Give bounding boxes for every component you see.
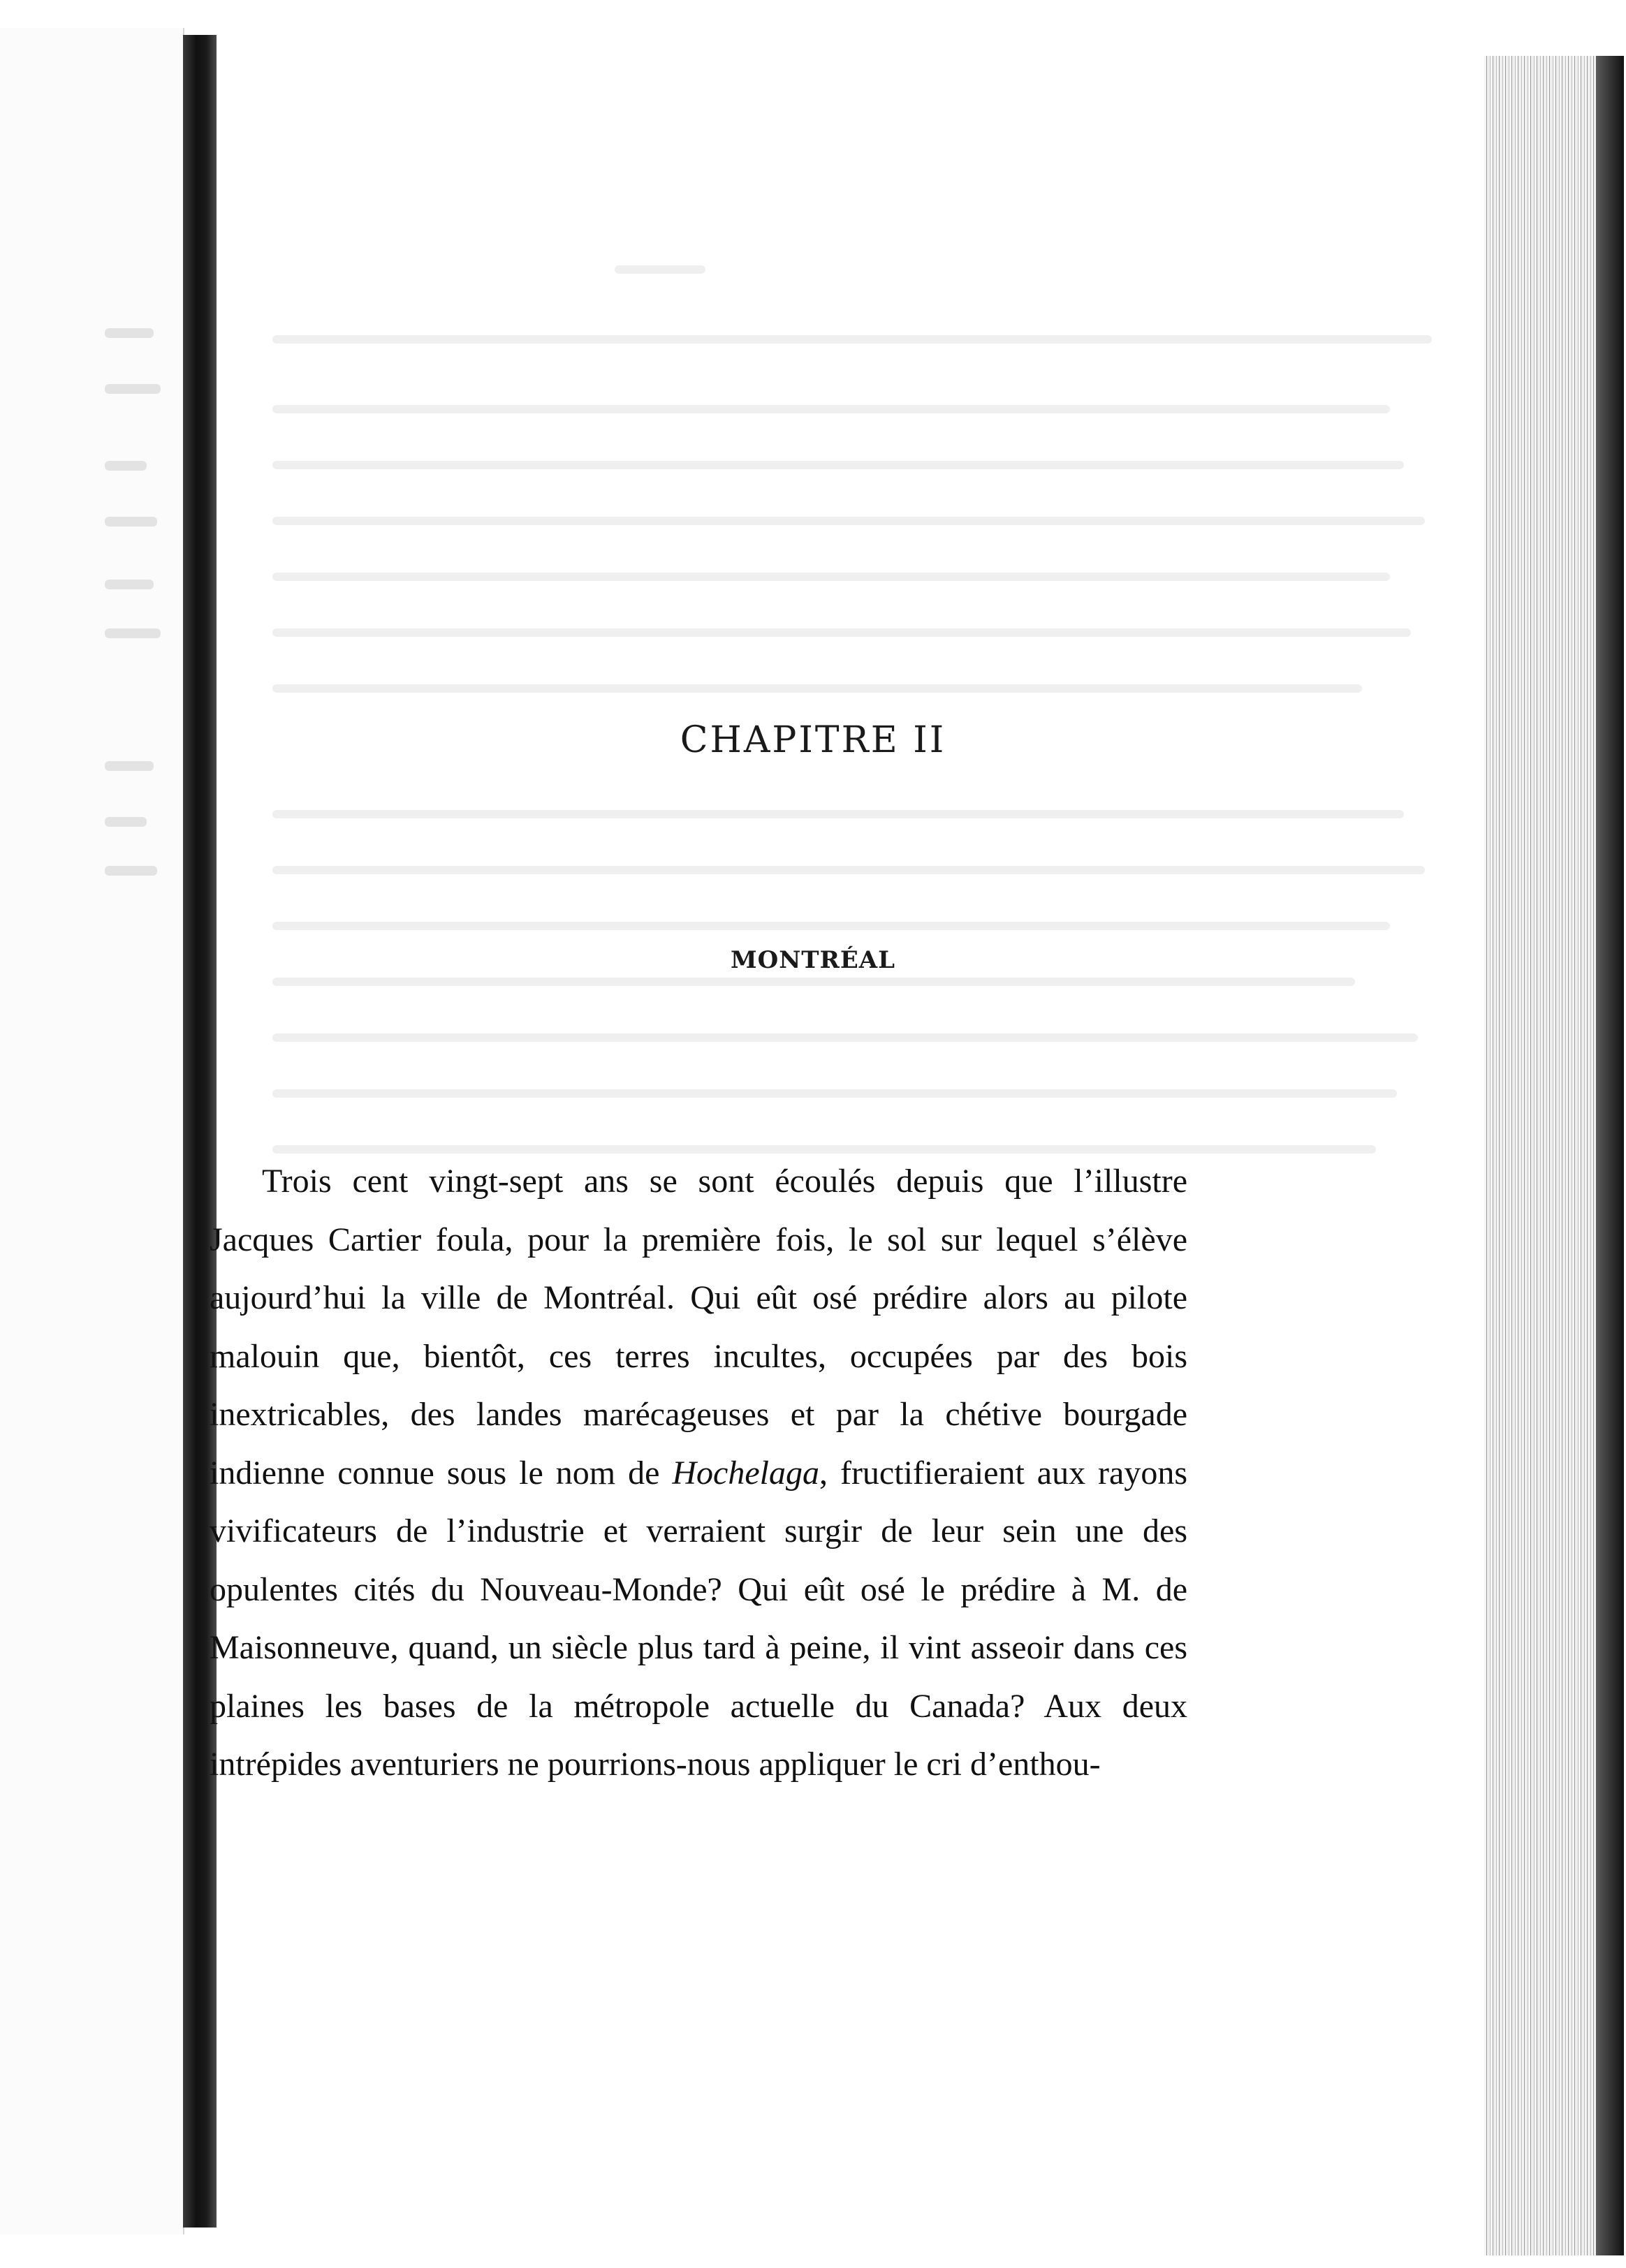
paragraph-emphasis-hochelaga: Hochelaga (672, 1454, 819, 1492)
book-page (217, 42, 1484, 2221)
previous-page-edge (0, 28, 184, 2234)
paragraph-text-before-emphasis: Trois cent vingt-sept ans se sont écoulés depuis que l’illustre Jacques Cartier foula, pour la première fois, le sol sur lequel s’élève aujourd’hui la ville de Montréal. Qui eût osé prédire alors au pilote malouin que, bientôt, ces terres incultes, occupées par des bois inextricables, des landes marécageuses et par la chétive bourgade indienne connue sous le nom de (210, 1163, 1187, 1492)
book-block-edge (1484, 56, 1624, 2255)
body-paragraph (210, 1152, 1187, 1794)
book-gutter-shadow (183, 35, 217, 2228)
book-cover-edge (1596, 56, 1624, 2255)
section-heading: MONTRÉAL (730, 946, 896, 974)
chapter-heading: CHAPITRE II (680, 719, 946, 761)
paragraph-text-after-emphasis: , fructifieraient aux rayons vivificateurs de l’industrie et verraient surgir de leur sein une des opulentes cités du Nouveau-Monde? Qui eût osé le prédire à M. de Maisonneuve, quand, un siècle plus tard à peine, il vint asseoir dans ces plaines les bases de la métropole actuelle du Canada? Aux deux intrépides aventuriers ne pourrions-nous appliquer le cri d’enthou- (210, 1454, 1188, 1783)
